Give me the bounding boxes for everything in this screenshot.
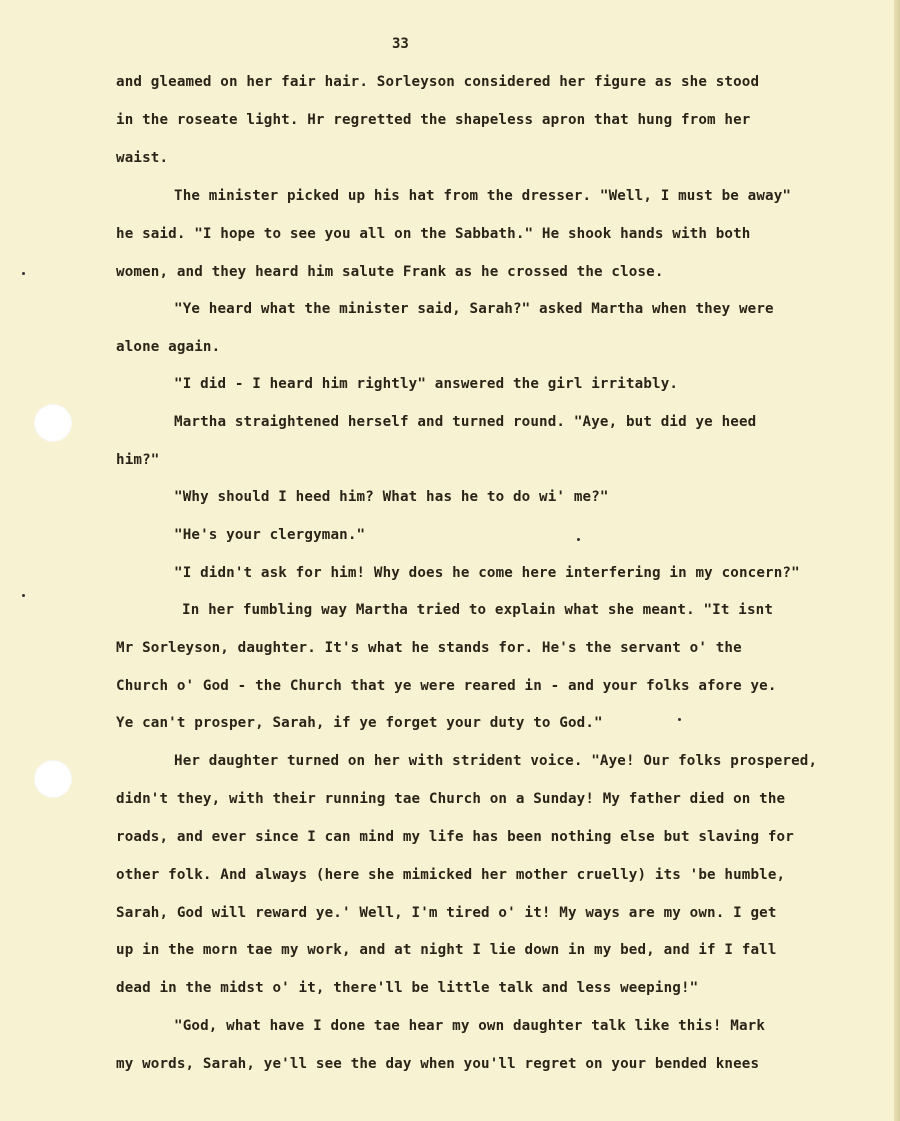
- text-line: up in the morn tae my work, and at night I lie down in my bed, and if I fall: [116, 942, 777, 958]
- text-line: didn't they, with their running tae Church on a Sunday! My father died on the: [116, 791, 786, 807]
- text-line: Sarah, God will reward ye.' Well, I'm tired o' it! My ways are my own. I get: [116, 905, 777, 921]
- text-line: The minister picked up his hat from the dresser. "Well, I must be away": [174, 188, 792, 204]
- text-line: Her daughter turned on her with strident voice. "Aye! Our folks prospered,: [174, 753, 818, 769]
- text-line: alone again.: [116, 339, 221, 355]
- text-line: women, and they heard him salute Frank as he crossed the close.: [116, 264, 664, 280]
- text-line: "God, what have I done tae hear my own daughter talk like this! Mark: [174, 1018, 766, 1034]
- text-line: Ye can't prosper, Sarah, if ye forget your duty to God.": [116, 715, 603, 731]
- text-line: "Why should I heed him? What has he to do wi' me?": [174, 489, 609, 505]
- punch-hole-bottom: [34, 760, 72, 798]
- text-line: other folk. And always (here she mimicked her mother cruelly) its 'be humble,: [116, 867, 786, 883]
- text-line: my words, Sarah, ye'll see the day when you'll regret on your bended knees: [116, 1056, 760, 1072]
- text-line: and gleamed on her fair hair. Sorleyson considered her figure as she stood: [116, 74, 760, 90]
- text-line: "He's your clergyman.": [174, 527, 366, 543]
- text-line: in the roseate light. Hr regretted the shapeless apron that hung from her: [116, 112, 751, 128]
- ink-speck: [678, 718, 681, 721]
- ink-speck: [22, 594, 25, 597]
- ink-speck: [22, 272, 25, 275]
- text-line: "I didn't ask for him! Why does he come here interfering in my concern?": [174, 565, 800, 581]
- text-line: Martha straightened herself and turned round. "Aye, but did ye heed: [174, 414, 757, 430]
- ink-speck: [577, 538, 580, 541]
- text-line: In her fumbling way Martha tried to explain what she meant. "It isnt: [182, 602, 774, 618]
- text-line: dead in the midst o' it, there'll be little talk and less weeping!": [116, 980, 699, 996]
- punch-hole-top: [34, 404, 72, 442]
- text-line: him?": [116, 452, 160, 468]
- text-line: roads, and ever since I can mind my life has been nothing else but slaving for: [116, 829, 794, 845]
- page-edge-shadow: [894, 0, 900, 1121]
- text-line: "I did - I heard him rightly" answered the girl irritably.: [174, 376, 679, 392]
- text-line: "Ye heard what the minister said, Sarah?" asked Martha when they were: [174, 301, 774, 317]
- text-line: Church o' God - the Church that ye were reared in - and your folks afore ye.: [116, 678, 777, 694]
- text-line: Mr Sorleyson, daughter. It's what he stands for. He's the servant o' the: [116, 640, 742, 656]
- text-line: he said. "I hope to see you all on the Sabbath." He shook hands with both: [116, 226, 751, 242]
- text-line: waist.: [116, 150, 169, 166]
- page-number: 33: [392, 36, 409, 52]
